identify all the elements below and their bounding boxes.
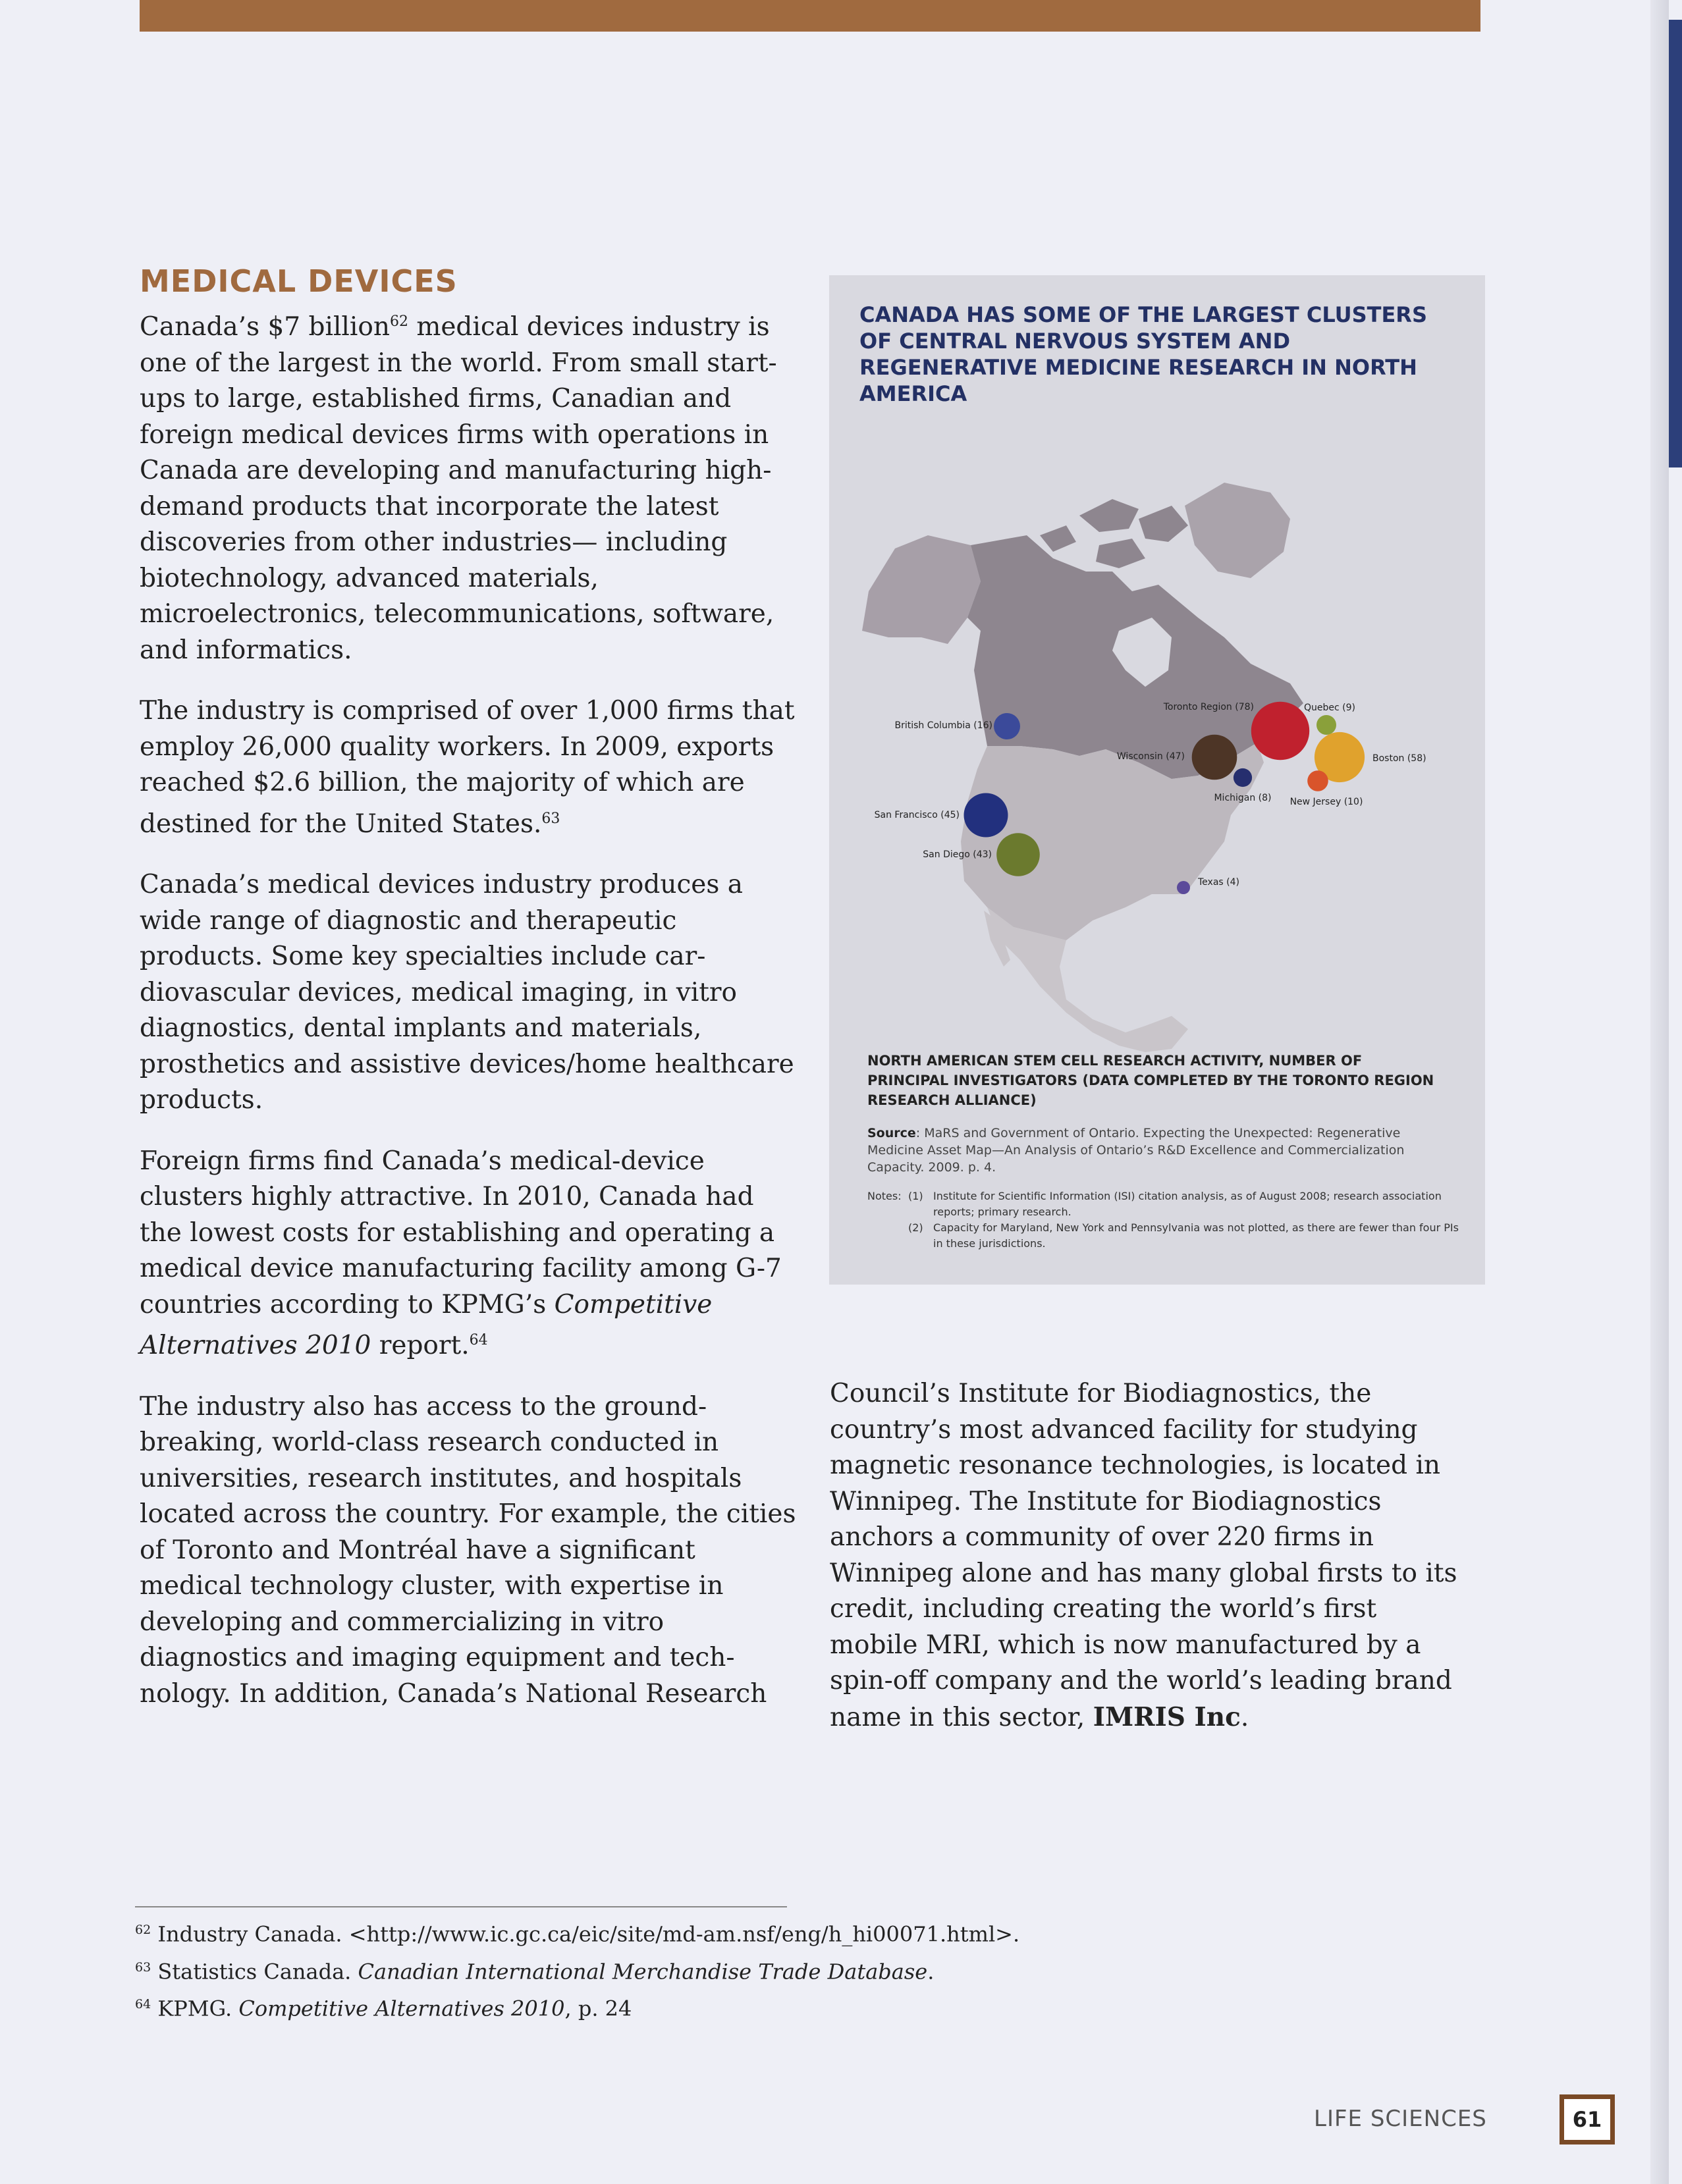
section-title: MEDICAL DEVICES	[140, 263, 458, 299]
page-edge-tab	[1669, 20, 1682, 467]
cluster-label-wisconsin: Wisconsin (47)	[1116, 751, 1185, 762]
footnotes	[135, 1913, 1255, 2025]
company-name: IMRIS Inc	[1093, 1701, 1241, 1732]
cluster-label-new-jersey: New Jersey (10)	[1289, 797, 1363, 807]
cluster-bubble-new-jersey	[1307, 770, 1328, 791]
page-number: 61	[1560, 2094, 1615, 2144]
footnote-ref-62: 62	[389, 313, 408, 330]
mexico-shape	[987, 907, 1188, 1052]
paragraph-1: Canada’s $7 billion$^{62}$ medical devices industry is one of the largest in the world. From small start-ups to large, established firms, Canadian and foreign medical devices firms with operations in Canada are developing and manufacturing high-demand products that incorporate the latest discoveries from other industries— including biotechnology, advanced materials, microelectronics, telecommunications, software, and informatics.	[140, 312, 777, 665]
cluster-bubble-san-francisco	[964, 793, 1008, 838]
report-title: Competitive Alternatives 2010	[140, 1289, 713, 1360]
cluster-bubble-texas	[1177, 881, 1190, 894]
figure-source: Source: MaRS and Government of Ontario. Expecting the Unexpected: Regenerative Medicine Asset Map—An Analysis of Ontario’s R&D Excellence and Commercialization Capacity. 2009. p. 4.	[867, 1126, 1405, 1175]
arctic-islands	[1040, 499, 1188, 568]
cluster-bubble-san-diego	[996, 833, 1040, 876]
cluster-label-british-columbia: British Columbia (16)	[894, 720, 992, 731]
paragraph-6: Council’s Institute for Biodiagnostics, the country’s most advanced facility for studying magnetic resonance technologies, is located in Winnipeg. The Institute for Biodiagnostics anchors a community of over 220 firms in Winnipeg alone and has many global firsts to its credit, including creating the world’s first mobile MRI, which is now manufactured by a spin-off company and the world’s leading brand name in this sector, IMRIS Inc.	[830, 1379, 1457, 1732]
footnote-63: $^{63}$ Statistics Canada. Canadian International Merchandise Trade Database.	[135, 1959, 935, 1984]
alaska-shape	[862, 535, 981, 644]
cluster-bubble-quebec	[1316, 715, 1336, 735]
footnote-62: $^{62}$ Industry Canada. <http://www.ic.gc.ca/eic/site/md-am.nsf/eng/h_hi00071.html>.	[135, 1921, 1020, 1947]
cluster-label-toronto-region: Toronto Region (78)	[1163, 702, 1254, 712]
header-color-bar	[140, 0, 1480, 32]
cluster-label-boston: Boston (58)	[1372, 753, 1426, 764]
right-column	[830, 1376, 1462, 1761]
figure-caption: NORTH AMERICAN STEM CELL RESEARCH ACTIVITY, NUMBER OF PRINCIPAL INVESTIGATORS (DATA COMPLETED BY THE TORONTO REGION RESEARCH ALLIANCE)	[867, 1053, 1434, 1108]
figure-title: CANADA HAS SOME OF THE LARGEST CLUSTERS OF CENTRAL NERVOUS SYSTEM AND REGENERATIVE MEDICINE RESEARCH IN NORTH AMERICA	[859, 302, 1427, 406]
figure-panel	[829, 275, 1485, 1285]
cluster-bubble-michigan	[1234, 768, 1252, 787]
cluster-label-san-diego: San Diego (43)	[923, 849, 992, 860]
left-column	[140, 263, 798, 1737]
note-item: Notes: (1) Institute for Scientific Information (ISI) citation analysis, as of August 2008; research association reports; primary research.	[867, 1190, 1442, 1218]
footnote-ref-64: 64	[469, 1332, 488, 1348]
footnote-64: $^{64}$ KPMG. Competitive Alternatives 2010, p. 24	[135, 1996, 632, 2021]
cluster-bubble-british-columbia	[994, 713, 1020, 739]
page-edge-shadow	[1650, 0, 1669, 2184]
cluster-bubble-wisconsin	[1192, 735, 1237, 780]
cluster-label-san-francisco: San Francisco (45)	[874, 810, 960, 820]
cluster-label-quebec: Quebec (9)	[1304, 703, 1355, 713]
section-footer-label: LIFE SCIENCES	[1314, 2106, 1487, 2132]
cluster-bubble-toronto-region	[1251, 702, 1309, 760]
paragraph-4: Foreign firms find Canada’s medical-device clusters highly attractive. In 2010, Canada had the lowest costs for establishing and operating a medical device manufacturing facility among G-7 countries according to KPMG’s Competitive Alternatives 2010 report.$^{64}$	[140, 1146, 782, 1360]
footnote-ref-63: 63	[541, 810, 560, 827]
cluster-label-texas: Texas (4)	[1198, 877, 1239, 888]
greenland-shape	[1185, 483, 1290, 578]
note-item: (2) Capacity for Maryland, New York and Pennsylvania was not plotted, as there are fewer than four PIs in these jurisdictions.	[908, 1221, 1459, 1250]
cluster-label-michigan: Michigan (8)	[1214, 793, 1272, 803]
footnote-divider	[135, 1906, 787, 1907]
paragraph-3: Canada’s medical devices industry produces a wide range of diagnostic and therapeutic products. Some key specialties include cardiovascular devices, medical imaging, in vitro diagnostics, dental implants and materials, prosthetics and assistive devices/home healthcare products.	[140, 870, 794, 1115]
figure-notes	[867, 1188, 1460, 1252]
paragraph-2: The industry is comprised of over 1,000 firms that employ 26,000 quality workers. In 2009, exports reached $2.6 billion, the majority of which are destined for the United States.$^{63}$	[140, 696, 795, 839]
paragraph-5: The industry also has access to the groundbreaking, world-class research conducted in universities, research institutes, and hospitals located across the country. For example, the cities of Toronto and Montréal have a significant medical technology cluster, with expertise in developing and commercializing in vitro diagnostics and imaging equipment and technology. In addition, Canada’s National Research	[140, 1391, 796, 1709]
